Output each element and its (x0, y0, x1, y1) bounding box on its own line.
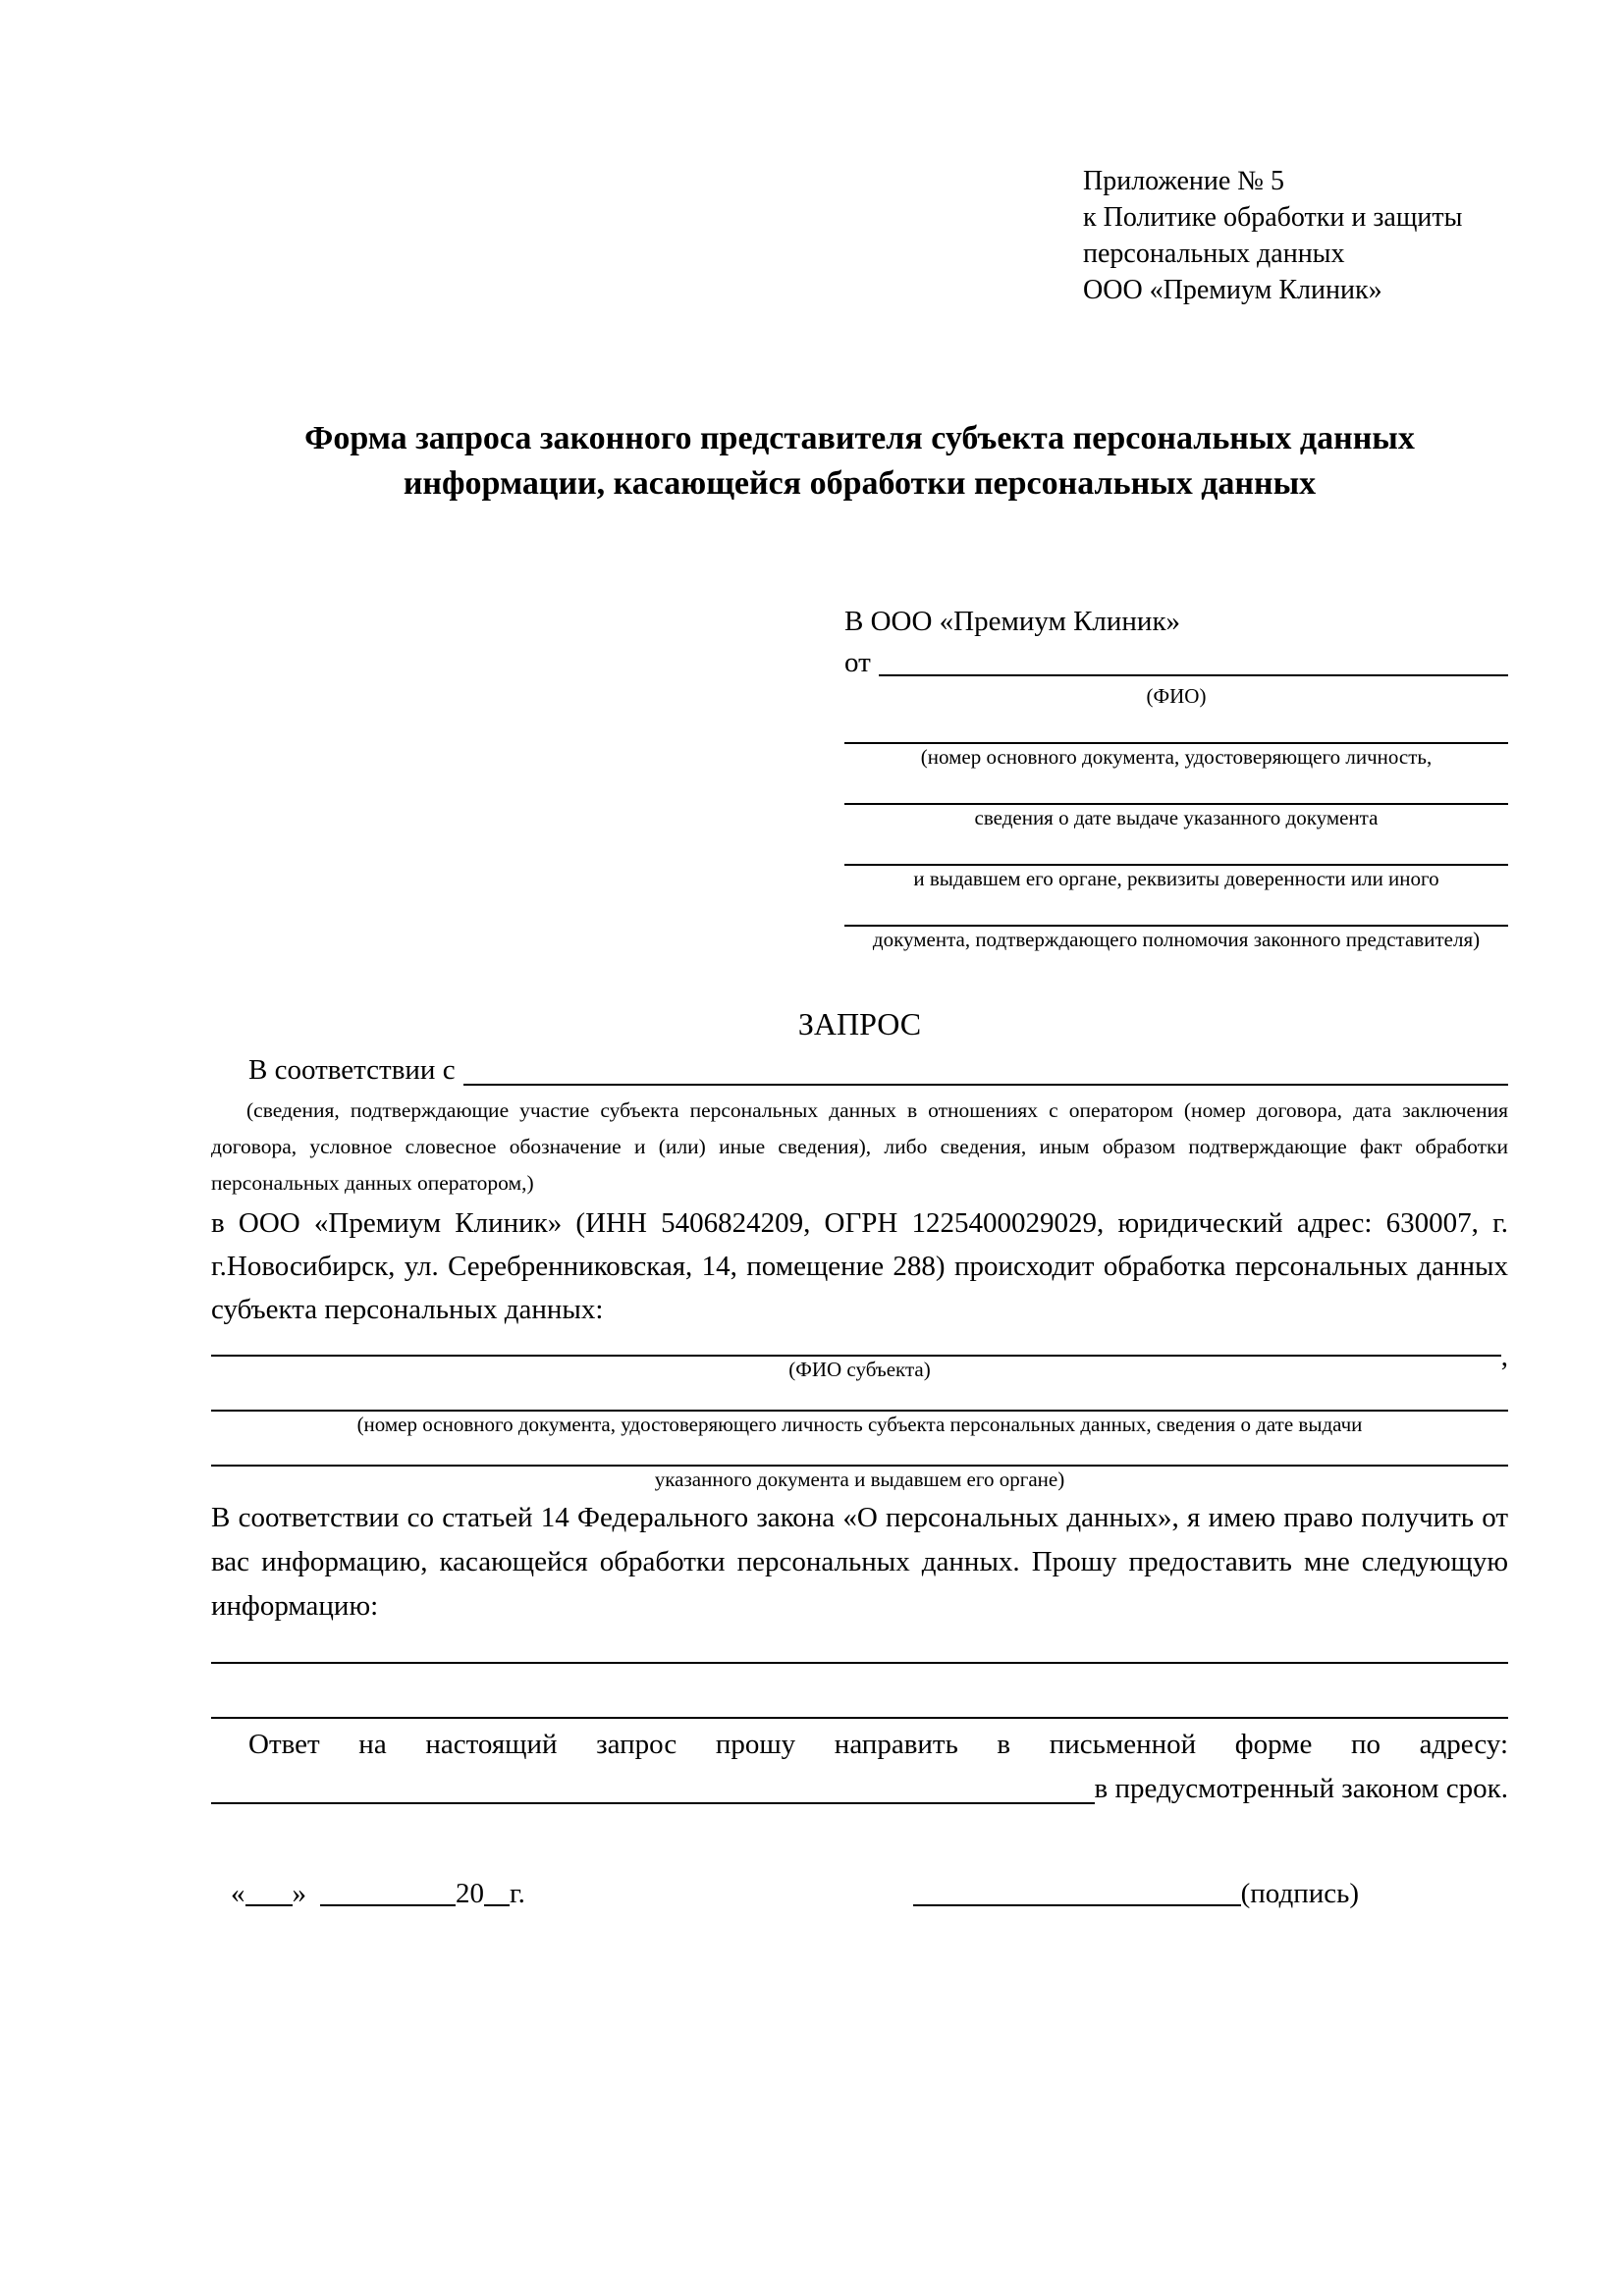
date-year-prefix: 20 (456, 1878, 484, 1909)
footer-row (211, 1872, 1508, 1916)
subject-doc-line (211, 1382, 1508, 1412)
subject-doc-caption: указанного документа и выдавшем его органе) (654, 1468, 1065, 1491)
representative-doc-line (844, 709, 1508, 744)
blank-field-line (211, 1664, 1508, 1719)
signature-field (913, 1872, 1359, 1916)
accordance-note: (сведения, подтверждающие участие субъекта персональных данных в отношениях с оператором (номер договора, дата заключения договора, условное словесное обозначение и (или) иные сведения), либо сведения, иным образом подтверждающие факт обработки персональных данных оператором,) (211, 1098, 1508, 1195)
representative-doc-line (844, 830, 1508, 866)
representative-doc-line (844, 891, 1508, 927)
reply-paragraph: Ответ на настоящий запрос прошу направить в письменной форме по адресу: (248, 1729, 1508, 1760)
subject-doc-line (211, 1437, 1508, 1467)
accordance-fill-line (463, 1048, 1508, 1086)
accordance-field (211, 1048, 1508, 1093)
representative-doc-caption: документа, подтверждающего полномочия законного представителя) (872, 928, 1481, 951)
document-title-line: Форма запроса законного представителя субъекта персональных данных (304, 420, 1415, 456)
fio-caption: (ФИО) (1146, 684, 1207, 708)
signature-caption: (подпись) (1240, 1878, 1359, 1909)
appendix-line: персональных данных (1083, 239, 1345, 269)
request-heading: ЗАПРОС (797, 1006, 922, 1041)
representative-doc-line (844, 770, 1508, 805)
signature-line (913, 1900, 1241, 1906)
from-field (844, 642, 1508, 683)
date-year-suffix: г. (510, 1878, 525, 1909)
law-paragraph: В соответствии со статьей 14 Федерального закона «О персональных данных», я имею право получить от вас информацию, касающейся обработки персональных данных. Прошу предоставить мне следующую информацию: (211, 1502, 1508, 1622)
appendix-line: к Политике обработки и защиты (1083, 202, 1463, 233)
subject-fio-caption: (ФИО субъекта) (788, 1358, 931, 1381)
appendix-line: ООО «Премиум Клиник» (1083, 275, 1382, 305)
document-title-line: информации, касающейся обработки персональных данных (403, 465, 1317, 502)
reply-address-field (211, 1767, 1508, 1811)
appendix-line: Приложение № 5 (1083, 166, 1284, 196)
reply-address-line (211, 1767, 1095, 1804)
representative-doc-caption: и выдавшем его органе, реквизиты доверенности или иного (913, 867, 1439, 890)
addressee-block (844, 601, 1508, 952)
date-year-line (484, 1900, 510, 1906)
date-month-line (320, 1900, 456, 1906)
subject-fio-comma: , (1500, 1341, 1508, 1372)
representative-doc-caption: сведения о дате выдаче указанного документа (974, 806, 1379, 829)
document-title (211, 416, 1508, 507)
date-day-line (245, 1900, 293, 1906)
page-content (211, 0, 1508, 1916)
from-fill-line (879, 642, 1508, 676)
addressee-organization: В ООО «Премиум Клиник» (844, 606, 1181, 637)
date-quote-open: « (231, 1878, 245, 1909)
reply-tail: в предусмотренный законом срок. (1094, 1773, 1508, 1804)
subject-doc-caption: (номер основного документа, удостоверяющего личность субъекта персональных данных, сведения о дате выдачи (356, 1413, 1363, 1436)
subject-fio-line (211, 1331, 1501, 1357)
operator-paragraph: в ООО «Премиум Клиник» (ИНН 5406824209, ОГРН 1225400029029, юридический адрес: 630007, г. г.Новосибирск, ул. Серебренниковская, 14, помещение 288) происходит обработка персональных данных субъекта персональных данных: (211, 1207, 1508, 1325)
representative-doc-caption: (номер основного документа, удостоверяющего личность, (920, 745, 1433, 769)
accordance-lead: В соответствии с (248, 1054, 456, 1086)
blank-field-line (211, 1629, 1508, 1664)
from-label: от (844, 647, 871, 678)
date-field (231, 1872, 525, 1916)
date-quote-close: » (292, 1878, 306, 1909)
appendix-reference (1083, 163, 1508, 308)
